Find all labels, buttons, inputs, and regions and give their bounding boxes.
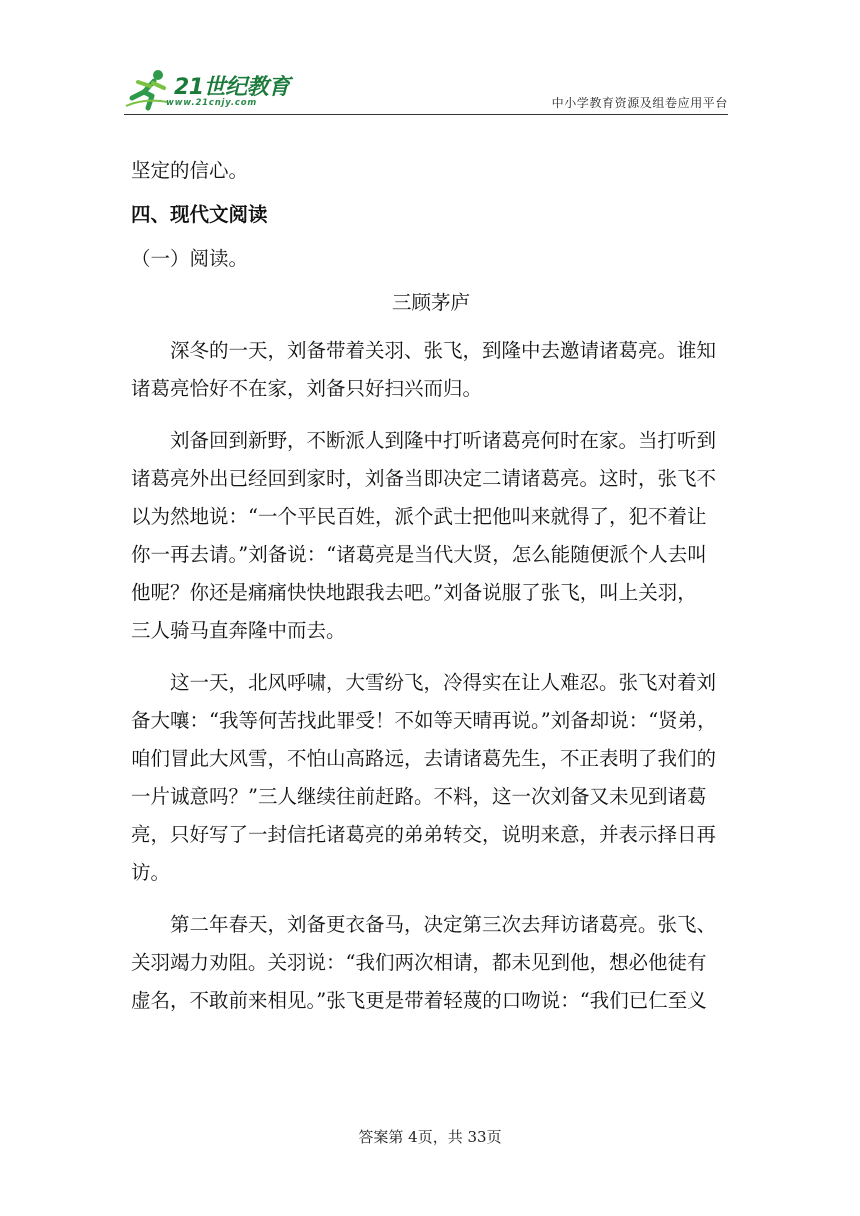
paragraph-line: 备大嚷：“我等何苦找此罪受！不如等天晴再说。”刘备却说：“贤弟， (131, 709, 717, 732)
paragraph-line: 第二年春天，刘备更衣备马，决定第三次去拜访诸葛亮。张飞、 (170, 913, 717, 936)
document-body (131, 156, 731, 1034)
paragraph-line: 诸葛亮恰好不在家，刘备只好扫兴而归。 (131, 377, 483, 400)
paragraph-line: 诸葛亮外出已经回到家时，刘备当即决定二请诸葛亮。这时，张飞不 (131, 467, 717, 490)
paragraph-line: 你一再去请。”刘备说：“诸葛亮是当代大贤，怎么能随便派个人去叫 (131, 543, 707, 566)
runner-logo-icon (124, 68, 172, 112)
lead-text: 坚定的信心。 (131, 159, 249, 182)
paragraph-line: 咱们冒此大风雪，不怕山高路远，去请诸葛先生，不正表明了我们的 (131, 747, 717, 770)
paragraph-line: 深冬的一天，刘备带着关羽、张飞，到隆中去邀请诸葛亮。谁知 (170, 339, 717, 362)
sub-title: （一）阅读。 (131, 247, 249, 270)
header-divider (124, 114, 728, 115)
paragraph-line: 这一天，北风呼啸，大雪纷飞，冷得实在让人难忍。张飞对着刘 (170, 671, 717, 694)
paragraph-line: 虚名，不敢前来相见。”张飞更是带着轻蔑的口吻说：“我们已仁至义 (131, 989, 707, 1012)
paragraph (131, 906, 731, 1020)
paragraph (131, 422, 731, 650)
logo-text: 21世纪教育 (174, 75, 290, 100)
paragraph-line: 刘备回到新野，不断派人到隆中打听诸葛亮何时在家。当打听到 (170, 429, 717, 452)
paragraph-line: 一片诚意吗？”三人继续往前赶路。不料，这一次刘备又未见到诸葛 (131, 785, 707, 808)
logo (124, 68, 294, 114)
paragraph (131, 664, 731, 892)
page-header (124, 64, 728, 116)
paragraph (131, 332, 731, 408)
paragraph-line: 三人骑马直奔隆中而去。 (131, 619, 346, 642)
paragraph-line: 关羽竭力劝阻。关羽说：“我们两次相请，都未见到他，想必他徒有 (131, 951, 707, 974)
paragraph-line: 亮，只好写了一封信托诸葛亮的弟弟转交，说明来意，并表示择日再 (131, 823, 717, 846)
passage-title: 三顾茅庐 (391, 291, 470, 314)
paragraph-line: 访。 (131, 861, 171, 884)
page-footer: 答案第 4页，共 33页 (358, 1128, 502, 1146)
platform-name: 中小学教育资源及组卷应用平台 (551, 96, 728, 110)
paragraph-line: 以为然地说：“一个平民百姓，派个武士把他叫来就得了，犯不着让 (131, 505, 707, 528)
paragraph-line: 他呢？你还是痛痛快快地跟我去吧。”刘备说服了张飞，叫上关羽， (131, 581, 697, 604)
logo-url: www.21cnjy.com (166, 98, 257, 108)
section-title: 四、现代文阅读 (131, 203, 268, 226)
